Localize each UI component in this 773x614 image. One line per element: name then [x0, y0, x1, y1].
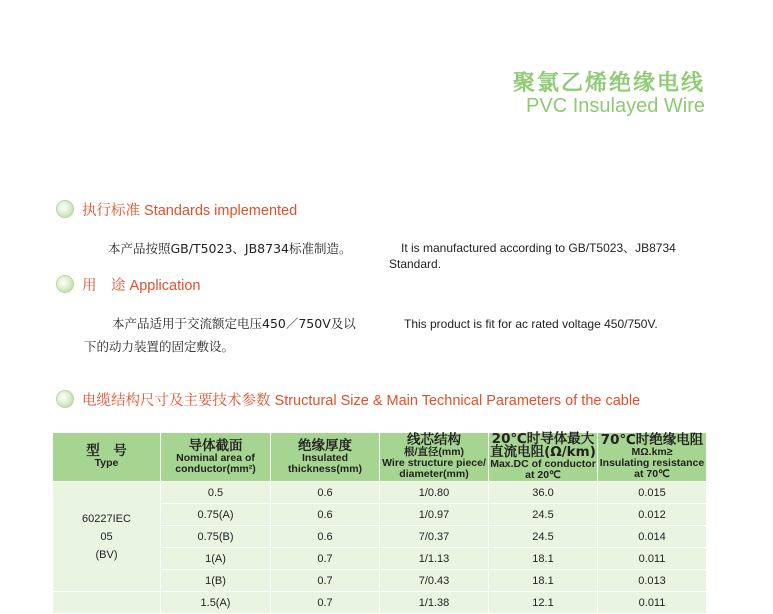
- cell-area: 0.5: [161, 482, 271, 504]
- cell-insulation: 0.011: [598, 548, 707, 570]
- type-cell-continued: [53, 592, 161, 614]
- cell-insulation: 0.012: [598, 504, 707, 526]
- cell-thickness: 0.6: [271, 504, 380, 526]
- cell-resistance: 18.1: [489, 570, 598, 592]
- cell-insulation: 0.015: [598, 482, 707, 504]
- table-header-row: [53, 433, 707, 482]
- cell-area: 1.5(A): [161, 592, 271, 614]
- application-cn-line2: 下的动力装置的固定敷设。: [84, 339, 235, 354]
- cell-insulation: 0.011: [598, 592, 707, 614]
- bullet-icon: [56, 200, 74, 218]
- cell-structure: 1/0.80: [380, 482, 489, 504]
- cell-resistance: 36.0: [489, 482, 598, 504]
- section-standards-heading: [56, 198, 297, 220]
- header-insulation: 70℃时绝缘电阻 MΩ.km≥ Insulating resistance at 70℃: [598, 433, 707, 482]
- cell-structure: 1/1.13: [380, 548, 489, 570]
- standards-cn-text: 本产品按照GB/T5023、JB8734标准制造。: [108, 241, 352, 256]
- header-structure: 线芯结构 根/直径(mm) Wire structure piece/ diameter(mm): [380, 433, 489, 482]
- cell-thickness: 0.6: [271, 526, 380, 548]
- section-application-heading: [56, 273, 200, 295]
- cell-structure: 7/0.43: [380, 570, 489, 592]
- cell-insulation: 0.014: [598, 526, 707, 548]
- page-title-cn: 聚氯乙烯绝缘电线: [512, 71, 705, 96]
- cell-resistance: 24.5: [489, 526, 598, 548]
- table-row: [53, 482, 707, 504]
- standards-en-line1: It is manufactured according to GB/T5023、JB8734: [401, 241, 676, 255]
- header-thickness: 绝缘厚度 Insulated thickness(mm): [271, 433, 380, 482]
- section-application-title: 用 途 Application: [82, 277, 201, 294]
- section-standards-title: 执行标准 Standards implemented: [82, 202, 298, 219]
- bullet-icon: [56, 275, 74, 293]
- header-resistance: 20℃时导体最大 直流电阻(Ω/km) Max.DC of conductor at 20℃: [490, 431, 596, 481]
- type-cell: 60227IEC 05 (BV): [53, 482, 161, 592]
- cell-area: 1(B): [161, 570, 271, 592]
- application-en-text: This product is fit for ac rated voltage 450/750V.: [404, 317, 658, 331]
- cell-structure: 1/0.97: [380, 504, 489, 526]
- table-row: [53, 592, 707, 614]
- section-parameters-heading: [56, 388, 640, 410]
- cell-resistance: 18.1: [489, 548, 598, 570]
- cell-area: 1(A): [161, 548, 271, 570]
- section-parameters-title: 电缆结构尺寸及主要技术参数 Structural Size & Main Technical Parameters of the cable: [82, 392, 641, 409]
- cell-area: 0.75(B): [161, 526, 271, 548]
- bullet-icon: [56, 390, 74, 408]
- cell-structure: 1/1.38: [380, 592, 489, 614]
- cell-thickness: 0.7: [271, 592, 380, 614]
- cell-insulation: 0.013: [598, 570, 707, 592]
- parameters-table: [52, 432, 707, 614]
- cell-thickness: 0.7: [271, 548, 380, 570]
- header-area: 导体截面 Nominal area of conductor(mm²): [161, 433, 271, 482]
- header-type: 型 号 Type: [53, 433, 161, 482]
- page-title-en: PVC Insulayed Wire: [526, 95, 705, 117]
- cell-thickness: 0.6: [271, 482, 380, 504]
- standards-en-line2: Standard.: [389, 257, 442, 271]
- cell-structure: 7/0.37: [380, 526, 489, 548]
- cell-resistance: 12.1: [489, 592, 598, 614]
- cell-thickness: 0.7: [271, 570, 380, 592]
- application-cn-line1: 本产品适用于交流额定电压450／750V及以: [112, 316, 356, 331]
- cell-resistance: 24.5: [489, 504, 598, 526]
- cell-area: 0.75(A): [161, 504, 271, 526]
